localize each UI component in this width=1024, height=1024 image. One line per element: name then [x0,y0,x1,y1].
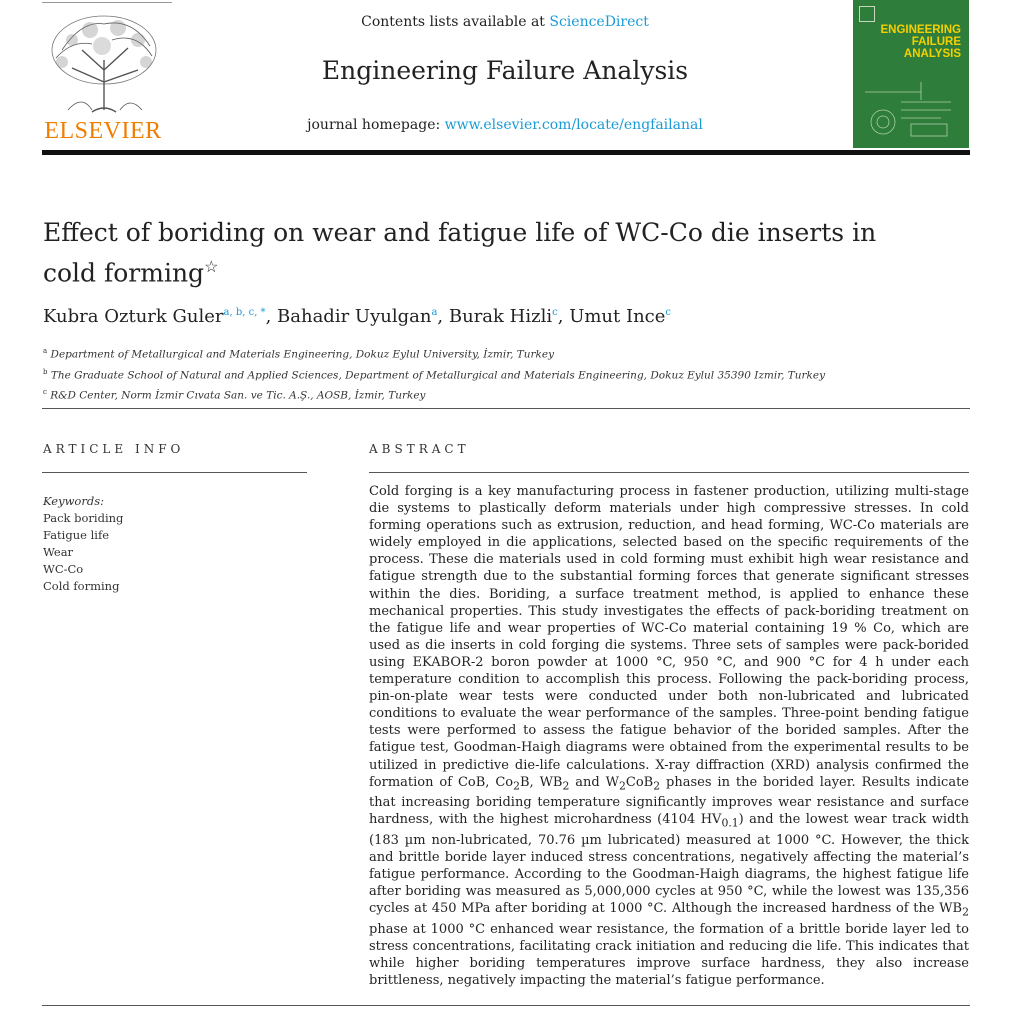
affiliation-list [43,343,943,405]
article-title-line-1: Effect of boriding on wear and fatigue life of WC-Co die inserts in [43,218,877,247]
abstract-segment: and W [569,774,620,790]
affiliation-text: R&D Center, Norm İzmir Cıvata San. ve Tic. A.Ş., AOSB, İzmir, Turkey [50,389,426,402]
affiliation-item [43,364,943,385]
affiliation-text: Department of Metallurgical and Materials Engineering, Dokuz Eylul University, İzmir, Turkey [50,348,555,361]
elsevier-wordmark: ELSEVIER [44,118,162,144]
cover-title-line-3: ANALYSIS [903,48,961,60]
abstract-heading: ABSTRACT [369,442,470,456]
abstract-subscript: 0.1 [721,816,739,830]
affiliation-key: a [43,347,48,355]
cover-title-line-1: ENGINEERING [880,24,961,36]
keyword-item[interactable]: Fatigue life [43,528,110,542]
author-list: Kubra Ozturk Guler$^{a, b, c, *}$, Bahadir Uyulgan$^a$, Burak Hizli$^c$, Umut Ince$^c$ [43,306,672,327]
affiliation-key: c [43,388,47,396]
sciencedirect-link[interactable]: ScienceDirect [549,14,649,30]
keyword-item[interactable]: Wear [43,545,74,559]
abstract-segment: phases in the borided layer. Results indicate that increasing boriding temperature significantly improves wear resistance and surface hardness, with the highest microhardness (4104 HV [369,774,970,828]
journal-homepage-line [172,117,838,133]
cover-elsevier-logo-icon [859,6,875,22]
contents-available-line [172,14,838,30]
abstract-segment: Cold forging is a key manufacturing process in fastener production, utilizing multi-stage die systems to plastically deform materials under high compressive stresses. In cold forming operations such as extrusion, reduction, and head forming, WC-Co materials are widely employed in die applications, selected based on the specific requirements of the process. These die materials used in cold forming must exhibit high wear resistance and fatigue strength due to the substantial forming forces that generate significant stresses within the dies. Boriding, a surface treatment method, is applied to enhance these mechanical properties. This study investigates the effects of pack-boriding treatment on the fatigue life and wear properties of WC-Co material containing 19 % Co, which are used as die inserts in cold forging die systems. Three sets of samples were pack-borided using EKABOR-2 boron powder at 1000 °C, 950 °C, and 900 °C for 4 h under each temperature condition to accomplish this process. Following the pack-boriding process, pin-on-plate wear tests were conducted under both non-lubricated and lubricated conditions to evaluate the wear performance of the samples. Three-point bending fatigue tests were performed to assess the fatigue behavior of the borided samples. After the fatigue test, Goodman-Haigh diagrams were obtained from the experimental results to be utilized in predictive die-life calculations. X-ray diffraction (XRD) analysis confirmed the formation of CoB, Co [369,484,969,790]
header-thick-rule [42,150,970,155]
author-name[interactable]: Umut Ince [569,306,666,327]
affiliation-item [43,384,943,405]
journal-cover-thumbnail[interactable] [853,0,969,148]
keywords-block [43,493,123,595]
cover-illustration-icon [861,72,961,142]
keyword-item[interactable]: WC-Co [43,562,84,576]
affiliation-text: The Graduate School of Natural and Applied Sciences, Department of Metallurgical and Materials Engineering, Dokuz Eylul 35390 Izmir, Turkey [50,369,826,381]
article-title-line-2-text: cold forming [43,258,205,288]
bottom-rule [42,1005,970,1006]
keywords-label: Keywords: [43,494,104,508]
abstract-subscript: 2 [562,779,570,793]
author-affiliation-marks[interactable]: c [665,307,672,318]
abstract-segment: ) and the lowest wear track width (183 µm non-lubricated, 70.76 µm lubricated) measured at 1000 °C. However, the thick and brittle boride layer induced stress concentrations, negatively affecting the material’s fatigue performance. According to the Goodman-Haigh diagrams, the highest fatigue life after boriding was measured as 5,000,000 cycles at 950 °C, while the lowest was 135,356 cycles at 450 MPa after boriding at 1000 °C. Although the increased hardness of the WB [369,812,969,917]
abstract-segment: CoB [625,774,654,790]
abstract-subscript: 2 [962,906,969,920]
contents-prefix: Contents lists available at [361,14,550,30]
abstract-subscript: 2 [513,779,520,793]
abstract-subscript: 2 [653,779,661,793]
author-affiliation-marks[interactable]: a [431,307,438,318]
author-name[interactable]: Bahadir Uyulgan [277,306,432,327]
journal-title: Engineering Failure Analysis [321,56,689,85]
keyword-item[interactable]: Cold forming [43,579,120,593]
homepage-prefix: journal homepage: [307,117,445,133]
author-affiliation-marks[interactable]: a, b, c, * [223,307,266,318]
cover-title-line-2: FAILURE [911,36,961,48]
abstract-segment: B, WB [519,774,563,790]
author-name[interactable]: Kubra Ozturk Guler [43,306,224,327]
affiliation-key: b [43,367,48,376]
article-title [43,216,893,290]
title-footnote-star-icon[interactable]: ☆ [204,257,219,276]
journal-homepage-link[interactable]: www.elsevier.com/locate/engfailanal [444,117,703,133]
abstract-segment: phase at 1000 °C enhanced wear resistance, the formation of a brittle boride layer led to stress concentrations, facilitating crack initiation and reducing die life. This indicates that while higher boriding temperatures improve surface hardness, they also increase brittleness, negatively impacting the material’s fatigue performance. [369,922,969,989]
abstract-rule [369,472,969,473]
author-affiliation-marks[interactable]: c [552,307,558,318]
author-name[interactable]: Burak Hizli [448,306,553,327]
article-title-line-2 [43,250,893,290]
keyword-item[interactable]: Pack boriding [43,511,124,525]
cover-title [861,24,961,60]
article-info-rule [42,472,307,473]
abstract-subscript: 2 [619,779,626,793]
article-info-heading: ARTICLE INFO [43,442,185,456]
affiliation-item [43,343,943,364]
abstract-text [369,483,969,990]
section-divider [42,408,970,409]
